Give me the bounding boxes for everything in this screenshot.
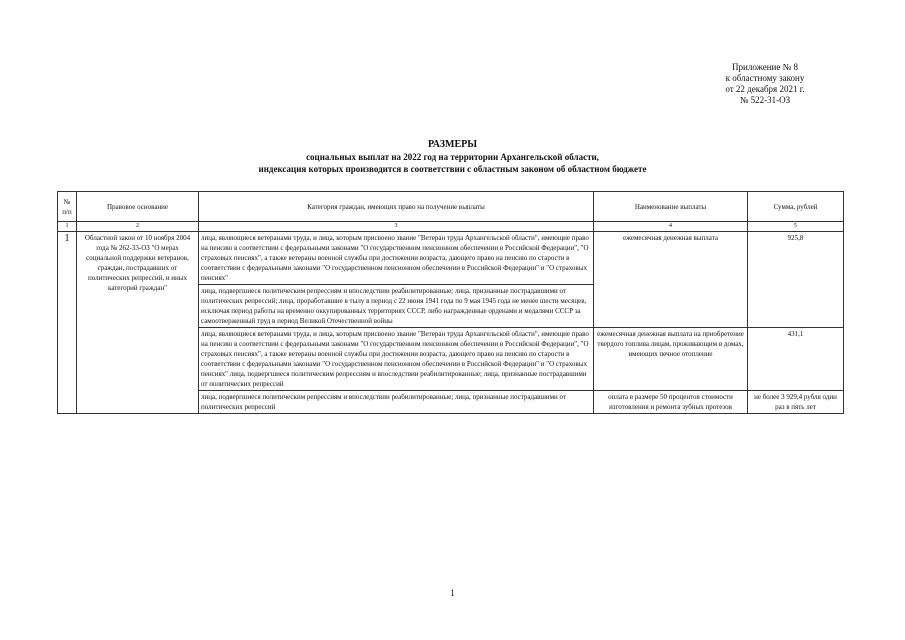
header-amount: Сумма, рублей bbox=[748, 192, 844, 222]
table-index-row bbox=[58, 222, 844, 232]
header-category: Категория граждан, имеющих право на получение выплаты bbox=[199, 192, 594, 222]
payments-table bbox=[57, 191, 844, 414]
title-sub-1: социальных выплат на 2022 год на территории Архангельской области, bbox=[306, 152, 599, 162]
row-number: 1 bbox=[58, 232, 77, 414]
header-basis: Правовое основание bbox=[77, 192, 199, 222]
index-cell: 4 bbox=[594, 222, 748, 232]
appendix-line-4: № 522-31-ОЗ bbox=[739, 95, 791, 105]
title-main: РАЗМЕРЫ bbox=[427, 139, 478, 150]
category-cell: лица, являющиеся ветеранами труда, и лица, которым присвоено звание "Ветеран труда Архангельской области", имеющие право на пенсию в соответствии с федеральными законами "О государственном пенсионном обеспечении в Российской Федерации", "О страховых пенсиях", а также ветераны военной службы при достижении возраста, дающего право на пенсию по старости в соответствии с федеральными законами "О государственном пенсионном обеспечении в Российской Федерации" и "О страховых пенсиях" bbox=[199, 232, 594, 285]
appendix-line-3: от 22 декабря 2021 г. bbox=[725, 84, 805, 94]
category-cell: лица, подвергшиеся политическим репрессиям и впоследствии реабилитированные; лица, признанные пострадавшими от политических репрессий; лица, проработавшие в тылу в период с 22 июня 1941 года по 9 мая 1945 года не менее шести месяцев, исключая период работы на временно оккупированных территориях СССР, либо награжденные орденами и медалями СССР за самоотверженный труд в период Великой Отечественной войны bbox=[199, 285, 594, 328]
table-header-row bbox=[58, 192, 844, 222]
payment-name-cell: ежемесячная денежная выплата на приобретение твердого топлива лицам, проживающим в домах, имеющих печное отопление bbox=[594, 328, 748, 391]
amount-cell: не более 3 929,4 рубля один раз в пять лет bbox=[748, 391, 844, 414]
index-cell: 5 bbox=[748, 222, 844, 232]
category-cell: лица, подвергшиеся политическим репрессиям и впоследствии реабилитированные; лица, признанные пострадавшими от политических репрессий bbox=[199, 391, 594, 414]
payment-name-cell: ежемесячная денежная выплата bbox=[594, 232, 748, 328]
document-title bbox=[60, 138, 845, 175]
page-number: 1 bbox=[450, 588, 455, 598]
index-cell: 1 bbox=[58, 222, 77, 232]
amount-cell: 431,1 bbox=[748, 328, 844, 391]
table-row bbox=[58, 232, 844, 285]
legal-basis-cell: Областной закон от 10 ноября 2004 года № 262-33-ОЗ "О мерах социальной поддержки ветеранов, граждан, пострадавших от политических репрессий, и иных категорий граждан" bbox=[77, 232, 199, 414]
appendix-line-2: к областному закону bbox=[725, 73, 805, 83]
header-payment: Наименование выплаты bbox=[594, 192, 748, 222]
appendix-note bbox=[700, 62, 830, 106]
category-cell: лица, являющиеся ветеранами труда, и лица, которым присвоено звание "Ветеран труда Архангельской области", имеющие право на пенсию в соответствии с федеральными законами "О государственном пенсионном обеспечении в Российской Федерации", "О страховых пенсиях", а также ветераны военной службы при достижении возраста, дающего право на пенсию по старости в соответствии с федеральными законами "О государственном пенсионном обеспечении в Российской Федерации" и "О страховых пенсиях" лица, подвергшиеся политическим репрессиям и впоследствии реабилитированные; лица, признанные пострадавшими от политических репрессий bbox=[199, 328, 594, 391]
header-num: № п/п bbox=[58, 192, 77, 222]
index-cell: 3 bbox=[199, 222, 594, 232]
index-cell: 2 bbox=[77, 222, 199, 232]
amount-cell: 925,8 bbox=[748, 232, 844, 328]
appendix-line-1: Приложение № 8 bbox=[732, 62, 798, 72]
payment-name-cell: оплата в размере 50 процентов стоимости изготовления и ремонта зубных протезов bbox=[594, 391, 748, 414]
title-sub-2: индексация которых производится в соответствии с областным законом об областном бюджете bbox=[258, 164, 647, 174]
